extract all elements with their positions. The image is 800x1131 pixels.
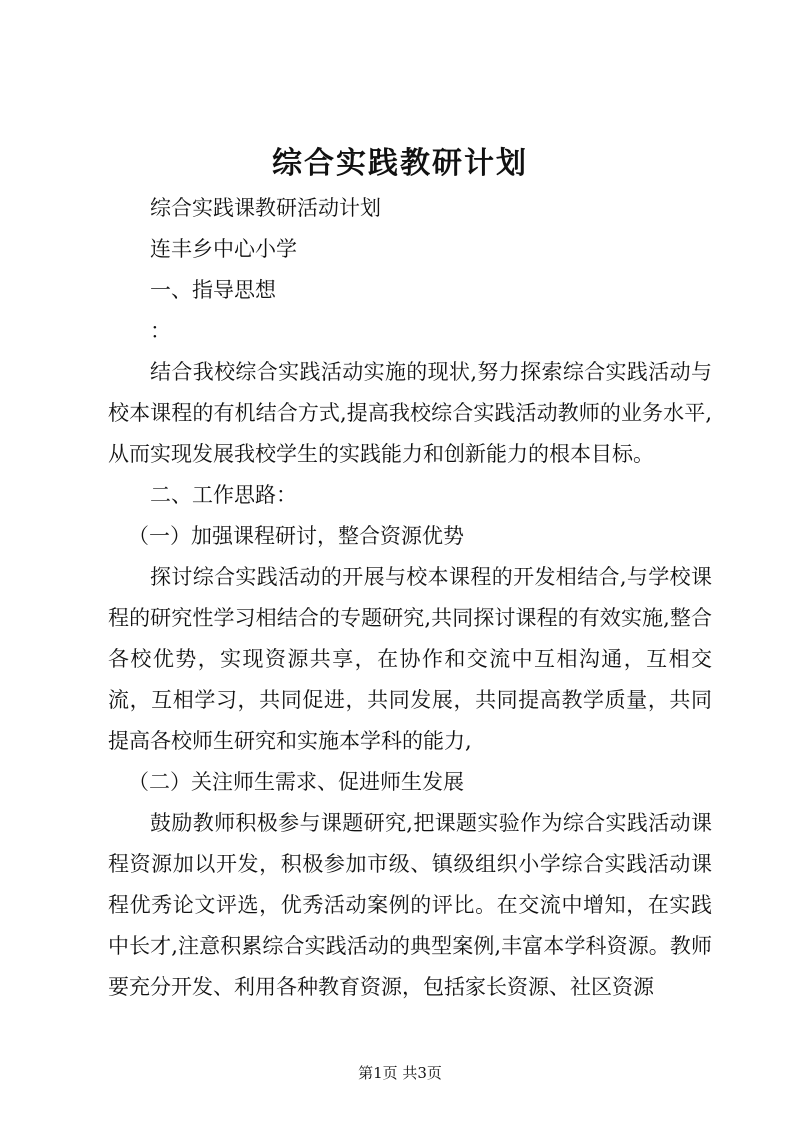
paragraph-course-research: 探讨综合实践活动的开展与校本课程的开发相结合,与学校课程的研究性学习相结合的专题研究,共同探讨课程的有效实施,整合各校优势，实现资源共享，在协作和交流中互相沟通，互相交流，互相学习，共同促进，共同发展，共同提高教学质量，共同提高各校师生研究和实施本学科的能力, xyxy=(108,565,712,753)
colon-line: ： xyxy=(150,319,171,343)
document-title: 综合实践教研计划 xyxy=(272,146,528,181)
paragraph-teacher-student-development: 鼓励教师积极参与课题研究,把课题实验作为综合实践活动课程资源加以开发，积极参加市级、镇级组织小学综合实践活动课程优秀论文评选，优秀活动案例的评比。在交流中增知，在实践中长才,注意积累综合实践活动的典型案例,丰富本学科资源。教师要充分开发、利用各种教育资源，包括家长资源、社区资源 xyxy=(108,811,712,999)
subsection-heading-teacher-student-development: （二）关注师生需求、促进师生发展 xyxy=(128,770,464,794)
document-body xyxy=(108,188,712,1008)
school-line: 连丰乡中心小学 xyxy=(150,237,297,261)
section-heading-guiding-thought: 一、指导思想 xyxy=(150,278,276,302)
page-number-footer: 第1页 共3页 xyxy=(358,1064,442,1082)
subsection-heading-course-research: （一）加强课程研讨，整合资源优势 xyxy=(128,524,464,548)
section-heading-work-approach: 二、工作思路： xyxy=(150,483,297,507)
paragraph-guiding-thought: 结合我校综合实践活动实施的现状,努力探索综合实践活动与校本课程的有机结合方式,提高我校综合实践活动教师的业务水平,从而实现发展我校学生的实践能力和创新能力的根本目标。 xyxy=(108,360,712,466)
subtitle-line: 综合实践课教研活动计划 xyxy=(150,196,381,220)
